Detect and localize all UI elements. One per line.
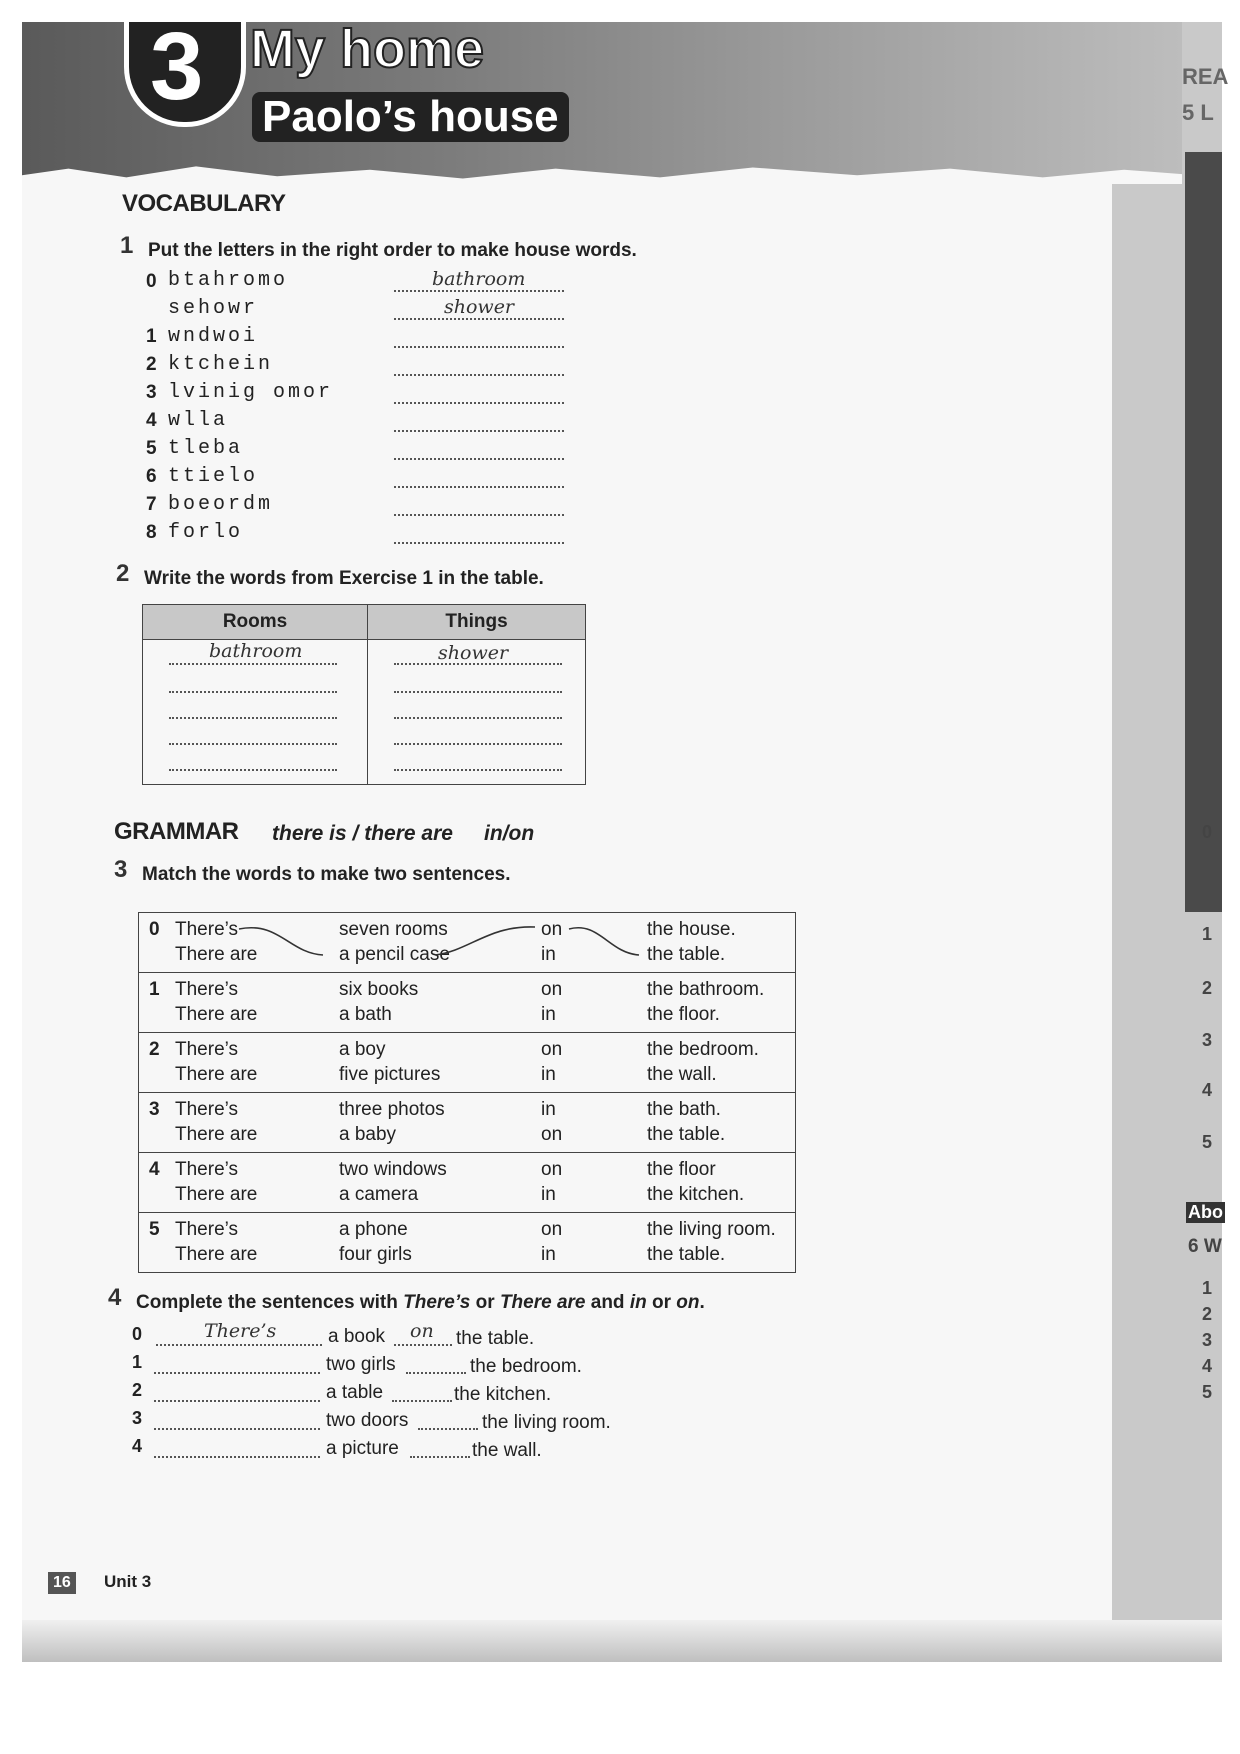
answer-blank[interactable] xyxy=(406,1354,466,1374)
things-column xyxy=(368,640,586,785)
rooms-things-table xyxy=(142,604,586,785)
match-option[interactable]: three photos xyxy=(339,1099,445,1120)
handwritten-answer: on xyxy=(410,1320,434,1342)
match-group xyxy=(139,913,795,973)
answer-line[interactable] xyxy=(169,662,337,665)
table-header-rooms: Rooms xyxy=(143,605,368,640)
scrambled-word: lvinig omor xyxy=(168,381,334,404)
match-option[interactable]: There are xyxy=(175,1004,258,1025)
match-option[interactable]: on xyxy=(541,979,563,1000)
match-option[interactable]: on xyxy=(541,1124,563,1145)
sentence-ending: the table. xyxy=(456,1328,535,1349)
match-option[interactable]: seven rooms xyxy=(339,919,448,940)
handwritten-answer: shower xyxy=(438,642,509,664)
match-option[interactable]: four girls xyxy=(339,1244,412,1265)
group-number: 2 xyxy=(149,1039,160,1060)
match-option[interactable]: on xyxy=(541,1219,563,1240)
item-number: 7 xyxy=(146,494,157,515)
scrambled-word: btahromo xyxy=(168,269,289,292)
right-page-number: 4 xyxy=(1202,1356,1213,1376)
sentence-ending: the wall. xyxy=(472,1440,542,1461)
item-number: 2 xyxy=(146,354,157,375)
right-page-exercise5: 5 L xyxy=(1182,100,1214,125)
match-group xyxy=(139,973,795,1033)
match-option[interactable]: the bath. xyxy=(647,1099,721,1120)
vocabulary-heading: VOCABULARY xyxy=(122,190,286,217)
match-option[interactable]: a camera xyxy=(339,1184,419,1205)
match-option[interactable]: the kitchen. xyxy=(647,1184,745,1205)
answer-line[interactable] xyxy=(394,768,562,771)
group-number: 4 xyxy=(149,1159,160,1180)
answer-line[interactable] xyxy=(394,690,562,693)
answer-line[interactable] xyxy=(394,520,564,544)
group-number: 1 xyxy=(149,979,160,1000)
answer-blank[interactable] xyxy=(392,1382,452,1402)
match-option[interactable]: There’s xyxy=(175,1219,239,1240)
right-page-number: 1 xyxy=(1202,924,1213,944)
sentence-ending: the living room. xyxy=(482,1412,611,1433)
sentence-fragment: two girls xyxy=(326,1354,396,1375)
match-option[interactable]: a boy xyxy=(339,1039,386,1060)
match-option[interactable]: a phone xyxy=(339,1219,408,1240)
rooms-column xyxy=(143,640,368,785)
scan-bottom-edge xyxy=(22,1620,1222,1662)
answer-line[interactable] xyxy=(394,324,564,348)
group-number: 3 xyxy=(149,1099,160,1120)
instruction-text: . xyxy=(699,1292,705,1313)
match-line xyxy=(435,927,535,955)
answer-blank[interactable] xyxy=(410,1438,470,1458)
item-number: 4 xyxy=(146,410,157,431)
match-option[interactable]: on xyxy=(541,919,563,940)
match-option[interactable]: on xyxy=(541,1159,563,1180)
group-number: 0 xyxy=(149,919,160,940)
item-number: 3 xyxy=(146,382,157,403)
match-group xyxy=(139,1153,795,1213)
table-header-things: Things xyxy=(368,605,586,640)
item-number: 1 xyxy=(132,1352,143,1372)
sentence-fragment: a picture xyxy=(326,1438,399,1459)
match-line xyxy=(569,928,639,955)
match-option[interactable]: There’s xyxy=(175,979,239,1000)
right-page-number: 5 xyxy=(1202,1382,1213,1402)
right-page-number: 3 xyxy=(1202,1330,1213,1350)
footer-unit-label: Unit 3 xyxy=(104,1572,152,1591)
match-option[interactable]: the bathroom. xyxy=(647,979,765,1000)
item-number: 5 xyxy=(146,438,157,459)
match-option[interactable]: in xyxy=(541,1244,556,1265)
right-page-label: REA xyxy=(1182,64,1229,89)
right-page-about: Abo xyxy=(1188,1202,1223,1222)
answer-line[interactable] xyxy=(394,380,564,404)
sentence-fragment: a table xyxy=(326,1382,384,1403)
match-group xyxy=(139,1033,795,1093)
match-option[interactable]: the bedroom. xyxy=(647,1039,759,1060)
match-option[interactable]: There are xyxy=(175,944,258,965)
match-option[interactable]: There are xyxy=(175,1184,258,1205)
grammar-topic-prepositions: in/on xyxy=(484,822,535,845)
instruction-keyword: in xyxy=(629,1292,647,1313)
match-option[interactable]: the table. xyxy=(647,1244,726,1265)
right-page-number: 4 xyxy=(1202,1080,1213,1100)
match-option[interactable]: the floor. xyxy=(647,1004,720,1025)
scrambled-word: tleba xyxy=(168,437,244,460)
exercise-number: 1 xyxy=(120,232,134,259)
right-page-edge xyxy=(1110,22,1229,1662)
match-option[interactable]: the house. xyxy=(647,919,736,940)
item-number: 8 xyxy=(146,522,157,543)
scrambled-word: ttielo xyxy=(168,465,259,488)
answer-line[interactable] xyxy=(169,742,337,745)
unit-title: My home xyxy=(250,19,485,79)
right-page-photo xyxy=(1185,152,1222,912)
match-group xyxy=(139,1093,795,1153)
scrambled-word: wlla xyxy=(168,409,229,432)
item-number: 4 xyxy=(132,1436,143,1456)
match-option[interactable]: There’s xyxy=(175,1039,239,1060)
match-option[interactable]: in xyxy=(541,944,556,965)
answer-line[interactable] xyxy=(169,716,337,719)
answer-line[interactable] xyxy=(394,492,564,516)
answer-blank[interactable] xyxy=(154,1410,320,1430)
answer-blank[interactable] xyxy=(154,1382,320,1402)
instruction-keyword: on xyxy=(676,1292,700,1313)
exercise-instruction xyxy=(136,1292,705,1314)
matching-table xyxy=(138,912,796,1273)
match-line xyxy=(239,928,323,955)
scrambled-word: boeordm xyxy=(168,493,274,516)
scrambled-word: wndwoi xyxy=(168,325,259,348)
answer-line[interactable] xyxy=(394,352,564,376)
answer-line[interactable] xyxy=(394,464,564,488)
unit-number: 3 xyxy=(150,13,204,120)
item-number: 1 xyxy=(146,326,157,347)
right-page-number: 5 xyxy=(1202,1132,1213,1152)
match-option[interactable]: There’s xyxy=(175,919,239,940)
match-option[interactable]: a pencil case xyxy=(339,944,450,965)
answer-line[interactable] xyxy=(169,768,337,771)
match-option[interactable]: There are xyxy=(175,1124,258,1145)
exercise-number: 2 xyxy=(116,560,130,587)
handwritten-answer: bathroom xyxy=(432,268,526,290)
match-option[interactable]: in xyxy=(541,1184,556,1205)
match-option[interactable]: the table. xyxy=(647,944,726,965)
exercise-instruction: Put the letters in the right order to make house words. xyxy=(148,240,637,261)
match-option[interactable]: There are xyxy=(175,1244,258,1265)
right-page-number: 1 xyxy=(1202,1278,1213,1298)
exercise-instruction: Match the words to make two sentences. xyxy=(142,864,511,885)
sentence-fragment: a book xyxy=(328,1326,386,1347)
match-option[interactable]: a bath xyxy=(339,1004,392,1025)
match-option[interactable]: There’s xyxy=(175,1159,239,1180)
match-option[interactable]: the living room. xyxy=(647,1219,776,1240)
page-number: 16 xyxy=(48,1572,76,1594)
match-option[interactable]: the floor xyxy=(647,1159,716,1180)
handwritten-answer: shower xyxy=(444,296,515,318)
instruction-keyword: There are xyxy=(499,1292,586,1313)
sentence-ending: the kitchen. xyxy=(454,1384,552,1405)
match-option[interactable]: the table. xyxy=(647,1124,726,1145)
answer-line[interactable] xyxy=(394,716,562,719)
instruction-keyword: There’s xyxy=(403,1292,471,1313)
match-option[interactable]: There are xyxy=(175,1064,258,1085)
sentence-ending: the bedroom. xyxy=(470,1356,582,1377)
sentence-fragment: two doors xyxy=(326,1410,409,1431)
match-group xyxy=(139,1213,795,1272)
match-option[interactable]: five pictures xyxy=(339,1064,441,1085)
answer-line[interactable] xyxy=(394,408,564,432)
grammar-topic: there is / there are xyxy=(272,822,453,845)
scrambled-word: forlo xyxy=(168,521,244,544)
item-number: 6 xyxy=(146,466,157,487)
item-number: 3 xyxy=(132,1408,143,1428)
match-option[interactable]: in xyxy=(541,1064,556,1085)
exercise-number: 4 xyxy=(108,1284,122,1311)
match-option[interactable]: a baby xyxy=(339,1124,397,1145)
match-option[interactable]: the wall. xyxy=(647,1064,717,1085)
item-number: 2 xyxy=(132,1380,143,1400)
answer-line[interactable] xyxy=(394,742,562,745)
right-page-number: 2 xyxy=(1202,978,1213,998)
instruction-text: and xyxy=(585,1292,630,1313)
answer-blank[interactable] xyxy=(418,1410,478,1430)
scrambled-word: sehowr xyxy=(168,297,259,320)
grammar-heading: GRAMMAR xyxy=(114,818,239,845)
scrambled-word: ktchein xyxy=(168,353,274,376)
lesson-title: Paolo’s house xyxy=(252,92,569,142)
item-number: 0 xyxy=(146,271,157,292)
right-page-number: 3 xyxy=(1202,1030,1213,1050)
answer-blank[interactable] xyxy=(154,1354,320,1374)
answer-line[interactable] xyxy=(394,436,564,460)
match-option[interactable]: in xyxy=(541,1004,556,1025)
answer-line[interactable] xyxy=(169,690,337,693)
exercise-number: 3 xyxy=(114,856,128,883)
right-page-number: 0 xyxy=(1202,822,1213,842)
handwritten-answer: bathroom xyxy=(209,640,303,662)
item-number: 0 xyxy=(132,1324,143,1344)
group-number: 5 xyxy=(149,1219,160,1240)
match-option[interactable]: in xyxy=(541,1099,556,1120)
exercise-instruction: Write the words from Exercise 1 in the table. xyxy=(144,568,544,589)
answer-blank[interactable] xyxy=(154,1438,320,1458)
match-option[interactable]: There’s xyxy=(175,1099,239,1120)
example-match-lines xyxy=(139,913,795,972)
handwritten-answer: There’s xyxy=(204,1320,277,1342)
instruction-text: or xyxy=(646,1292,677,1313)
instruction-text: Complete the sentences with xyxy=(136,1292,404,1313)
right-page-number: 2 xyxy=(1202,1304,1213,1324)
right-page-exercise6: 6 W xyxy=(1188,1236,1222,1257)
match-option[interactable]: two windows xyxy=(339,1159,447,1180)
match-option[interactable]: on xyxy=(541,1039,563,1060)
match-option[interactable]: six books xyxy=(339,979,419,1000)
instruction-text: or xyxy=(470,1292,500,1313)
